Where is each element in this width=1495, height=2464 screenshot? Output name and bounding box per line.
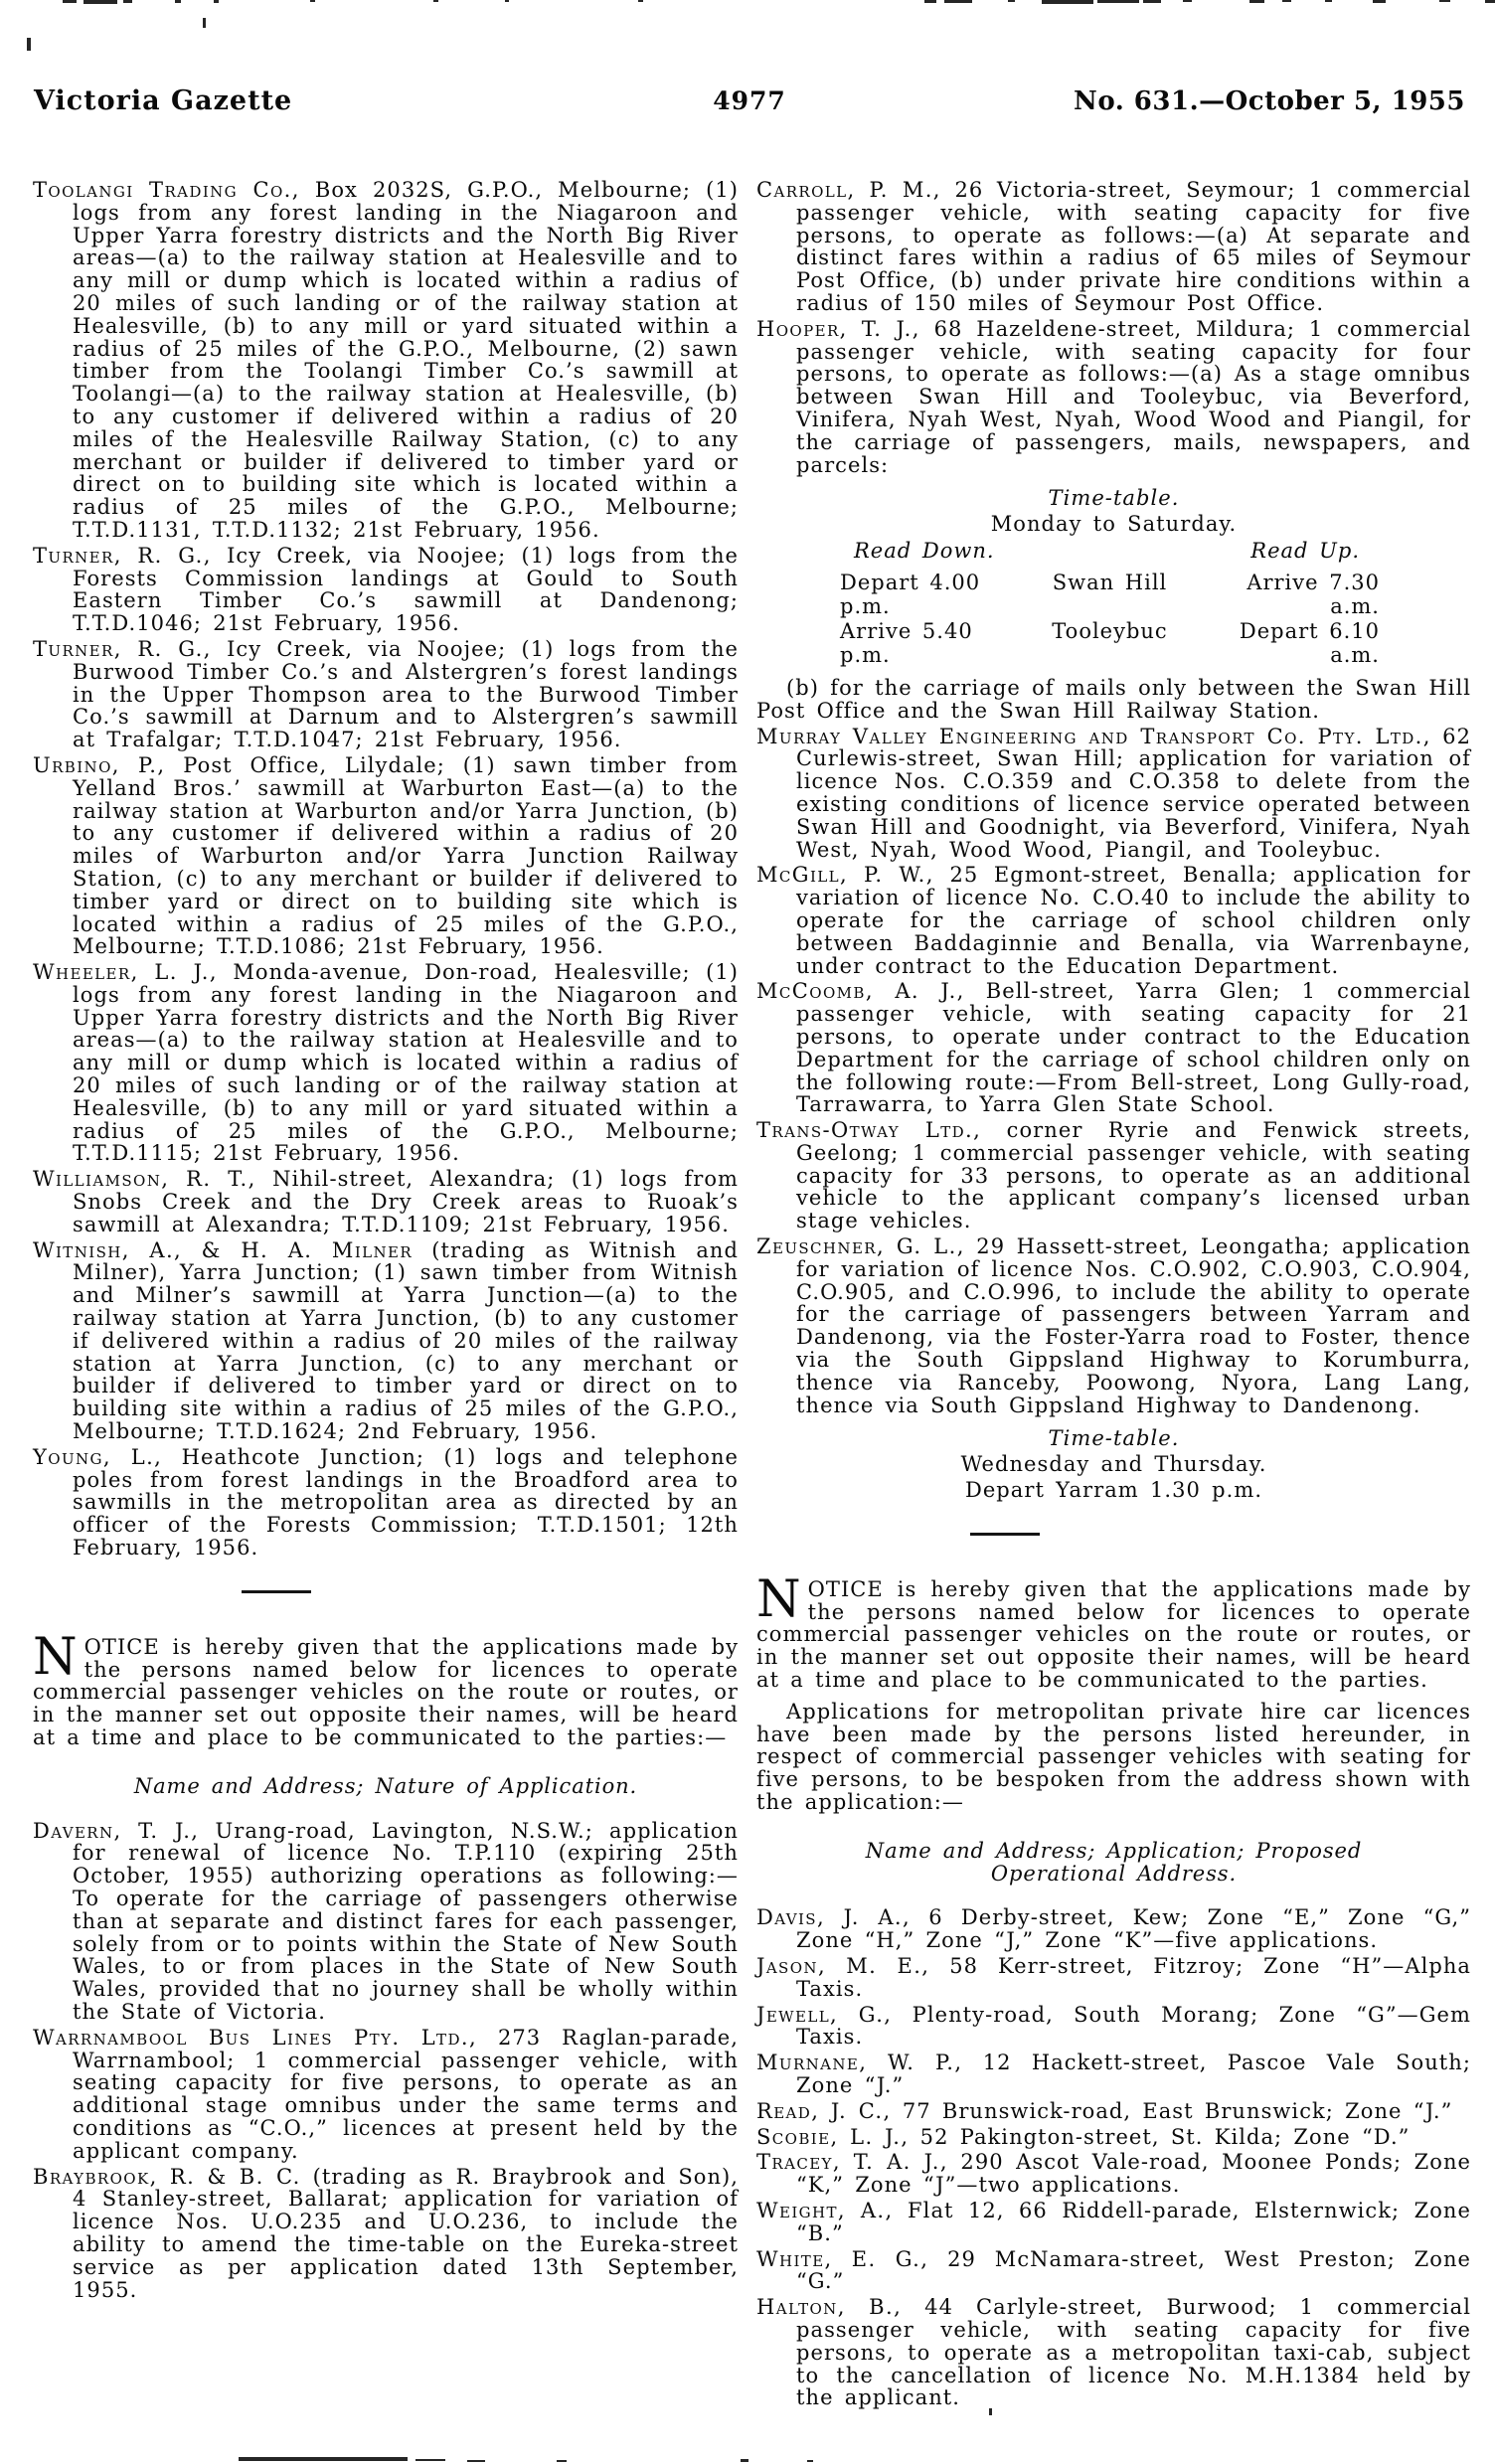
entry-name: Turner, R. G., — [33, 636, 212, 661]
timetable-header — [756, 539, 1471, 563]
timetable-title: Time-table. — [1048, 1426, 1180, 1451]
timetable-title: Time-table. — [1048, 486, 1180, 511]
entry-name: Jason, M. E., — [756, 1954, 930, 1978]
timetable-cell: Tooleybuc — [1052, 618, 1168, 643]
section-divider — [0, 1581, 629, 1600]
entry-name: White, E. G., — [756, 2246, 929, 2271]
gazette-entry: Williamson, R. T., Nihil-street, Alexandra; (1) logs from Snobs Creek and the Dry Creek areas to Ruoak’s sawmill at Alexandra; T.T.D.1109; 21st February, 1956. — [33, 1167, 739, 1236]
gazette-title: Victoria Gazette — [34, 85, 293, 116]
issue-number: No. 631.—October 5, 1955 — [1074, 86, 1465, 116]
right-column — [756, 179, 1471, 2412]
entry-name: Braybrook, R. & B. C. — [33, 2164, 301, 2189]
timetable-line: Wednesday and Thursday. — [960, 1452, 1267, 1477]
scan-artifact — [83, 0, 117, 4]
entry-name: Davern, T. J., — [33, 1818, 200, 1843]
scan-artifact — [239, 2457, 408, 2461]
entry-name: Warrnambool Bus Lines Pty. Ltd., — [33, 2025, 478, 2050]
gazette-entry: Turner, R. G., Icy Creek, via Noojee; (1) logs from the Burwood Timber Co.’s and Alstergren’s forest landings in the Upper Thompson area to the Burwood Timber Co.’s sawmill at Darnum and to Alstergren’s sawmill at Trafalgar; T.T.D.1047; 21st February, 1956. — [33, 636, 739, 752]
gazette-entry: McGill, P. W., 25 Egmont-street, Benalla; application for variation of licence No. C.O.40 to include the ability to operate for the carriage of school children only between Baddaginnie and Benalla, via Warrenbayne, under contract to the Education Department. — [756, 863, 1471, 978]
gazette-entry: White, E. G., 29 McNamara-street, West Preston; Zone “G.” — [756, 2246, 1472, 2294]
text-columns — [33, 179, 1471, 2412]
timetable-cell: Arrive 5.40 p.m. — [840, 618, 973, 668]
gazette-entry: Read, J. C., 77 Brunswick-road, East Brunswick; Zone “J.” — [756, 2098, 1453, 2123]
entry-name: Tracey, T. A. J., — [756, 2150, 948, 2175]
scan-artifact — [310, 0, 315, 2]
entry-name: Urbino, P., — [33, 752, 166, 777]
scan-artifact — [1042, 0, 1093, 4]
scan-artifact — [1249, 0, 1264, 3]
scan-artifact — [63, 0, 77, 3]
gazette-entry: Davern, T. J., Urang-road, Lavington, N.S.W.; application for renewal of licence No. T.P.110 (expiring 25th October, 1955) authorizing operations as following:— To operate for the carriage of passengers otherwise than at separate and distinct fares for each passenger, solely from or to points within the State of New South Wales, to or from places in the State of New South Wales, provided that no journey shall be wholly within the State of Victoria. — [33, 1818, 740, 2024]
gazette-entry: Toolangi Trading Co., Box 2032S, G.P.O., Melbourne; (1) logs from any forest landing in the Niagaroon and Upper Yarra forestry districts and the North Big River areas—(a) to the railway station at Healesville and to any mill or dump which is located within a radius of 20 miles of such landing or of the railway station at Healesville, (b) to any mill or yard situated within a radius of 25 miles of the G.P.O., Melbourne, (2) sawn timber from the Toolangi Timber Co.’s sawmill at Toolangi—(a) to the railway station at Healesville, (b) to any customer if delivered within a radius of 20 miles of the Healesville Railway Station, (c) to any merchant or builder if delivered to timber yard or direct on to building site which is located within a radius of 25 miles of the G.P.O., Melbourne; T.T.D.1131, T.T.D.1132; 21st February, 1956. — [33, 178, 739, 542]
scan-artifact — [557, 2460, 567, 2462]
gazette-entry: Murnane, W. P., 12 Hackett-street, Pascoe Vale South; Zone “J.” — [756, 2051, 1471, 2097]
entry-name: Read, J. C., — [756, 2098, 892, 2123]
gazette-entry: Scobie, L. J., 52 Pakington-street, St. Kilda; Zone “D.” — [756, 2124, 1411, 2149]
scan-artifact — [1325, 0, 1332, 2]
scan-artifact — [924, 0, 936, 3]
gazette-entry: Tracey, T. A. J., 290 Ascot Vale-road, Moonee Ponds; Zone “K,” Zone “J”—two applications. — [756, 2150, 1471, 2198]
scan-artifact — [433, 0, 438, 2]
scan-artifact — [1143, 0, 1161, 3]
scan-artifact — [807, 2460, 813, 2462]
entry-name: Murray Valley Engineering and Transport Co. Pty. Ltd., — [756, 724, 1431, 748]
gazette-entry: Carroll, P. M., 26 Victoria-street, Seymour; 1 commercial passenger vehicle, with seating capacity for five persons, to operate as follows:—(a) At separate and distinct fares within a radius of 65 miles of Seymour Post Office, (b) under private hire conditions within a radius of 150 miles of Seymour Post Office. — [756, 178, 1471, 315]
notice-paragraph: NOTICE is hereby given that the applications made by the persons named below for licences to operate commercial passenger vehicles on the route or routes, or in the manner set out opposite their names, will be heard at a time and place to be communicated to the parties. — [756, 1569, 1471, 1693]
scan-artifact — [1183, 0, 1192, 2]
scan-artifact — [944, 0, 972, 3]
page-number: 4977 — [713, 86, 786, 115]
gazette-entry: Turner, R. G., Icy Creek, via Noojee; (1) logs from the Forests Commission landings at Gould to South Eastern Timber Co.’s sawmill at Dandenong; T.T.D.1046; 21st February, 1956. — [33, 543, 739, 636]
section-heading: Name and Address; Nature of Application. — [133, 1773, 638, 1798]
timetable-cell: Depart 6.10 a.m. — [1239, 618, 1380, 668]
entry-name: McGill, P. W., — [756, 863, 934, 888]
scan-artifact — [123, 0, 132, 3]
entry-name: Hooper, T. J., — [756, 316, 920, 341]
scan-artifact — [1439, 0, 1450, 2]
entry-name: Murnane, W. P., — [756, 2051, 963, 2075]
gazette-entry: Hooper, T. J., 68 Hazeldene-street, Mildura; 1 commercial passenger vehicle, with seating capacity for four persons, to operate as follows:—(a) As a stage omnibus between Swan Hill and Tooleybuc, via Beverford, Vinifera, Nyah West, Nyah, Wood Wood and Piangil, for the carriage of passengers, mails, newspapers, and parcels: — [756, 316, 1471, 477]
scan-artifact — [989, 2408, 992, 2415]
gazette-entry: McCoomb, A. J., Bell-street, Yarra Glen; 1 commercial passenger vehicle, with seating capacity for 21 persons, to operate under contract to the Education Department for the carriage of school children only on the following route:—From Bell-street, Long Gully-road, Tarrawarra, to Yarra Glen State School. — [756, 979, 1472, 1117]
section-divider — [647, 1524, 1362, 1543]
gazette-entry: Davis, J. A., 6 Derby-street, Kew; Zone “E,” Zone “G,” Zone “H,” Zone “J,” Zone “K”—five applications. — [756, 1905, 1471, 1953]
scan-artifact — [27, 38, 31, 51]
notice-dropcap: N — [33, 1627, 78, 1687]
scan-artifact — [203, 18, 206, 28]
scan-artifact — [1097, 0, 1139, 3]
notice-paragraph: NOTICE is hereby given that the applications made by the persons named below for licences to operate commercial passenger vehicles on the route or routes, or in the manner set out opposite their names, will be heard at a time and place to be communicated to the parties:— — [33, 1627, 739, 1749]
gazette-entry: Weight, A., Flat 12, 66 Riddell-parade, Elsternwick; Zone “B.” — [756, 2198, 1471, 2245]
entry-name: Williamson, R. T., — [33, 1167, 256, 1192]
entry-name: Turner, R. G., — [33, 543, 212, 568]
timetable-cell: Depart 4.00 p.m. — [840, 570, 981, 619]
scan-artifact — [415, 2459, 445, 2461]
gazette-entry: Braybrook, R. & B. C. (trading as R. Braybrook and Son), 4 Stanley-street, Ballarat; application for variation of licence Nos. U.O.235 and U.O.236, to include the ability to amend the time-table on the Eureka-street service as per application dated 13th September, 1955. — [33, 2164, 739, 2302]
entry-name: Zeuschner, G. L., — [756, 1234, 965, 1259]
scan-artifact — [638, 0, 643, 2]
scan-artifact — [1282, 0, 1291, 2]
entry-name: Witnish, A., & H. A. Milner — [33, 1237, 414, 1262]
scan-artifact — [175, 0, 181, 3]
entry-name: McCoomb, A. J., — [756, 979, 965, 1004]
scan-artifact — [1008, 0, 1015, 2]
timetable-cell: Arrive 7.30 a.m. — [1246, 570, 1380, 619]
entry-name: Jewell, G., — [756, 2002, 893, 2027]
gazette-entry: Wheeler, L. J., Monda-avenue, Don-road, Healesville; (1) logs from any forest landing in the Niagaroon and Upper Yarra forestry districts and the North Big River areas—(a) to the railway station at Healesville and to any mill or dump which is located within a radius of 20 miles of such landing or of the railway station at Healesville, (b) to any mill or yard situated within a radius of 25 miles of the G.P.O., Melbourne; T.T.D.1115; 21st February, 1956. — [33, 960, 739, 1166]
entry-name: Scobie, L. J., — [756, 2124, 910, 2149]
entry-name: Davis, J. A., — [756, 1905, 912, 1930]
page-header — [34, 85, 1465, 116]
entry-name: Carroll, P. M., — [756, 178, 941, 202]
timetable — [756, 539, 1471, 668]
gazette-entry: Warrnambool Bus Lines Pty. Ltd., 273 Raglan-parade, Warrnambool; 1 commercial passenger vehicle, with seating capacity for five persons, to operate as an additional stage omnibus under the same terms and conditions as “C.O.,” licences at present held by the applicant company. — [33, 2025, 739, 2163]
gazette-entry: Zeuschner, G. L., 29 Hassett-street, Leongatha; application for variation of licence Nos. C.O.902, C.O.903, C.O.904, C.O.905, and C.O.996, to include the ability to operate for the carriage of passengers between Yarram and Dandenong, via the Foster-Yarra road to Foster, thence via the South Gippsland Highway to Korumburra, thence via Ranceby, Poowong, Nyora, Lang Lang, thence via South Gippsland Highway to Dandenong. — [756, 1234, 1471, 1417]
gazette-entry: Witnish, A., & H. A. Milner (trading as Witnish and Milner), Yarra Junction; (1) sawn timber from Witnish and Milner’s sawmill at Yarra Junction—(a) to the railway station at Yarra Junction, (b) to any customer if delivered within a radius of 20 miles of the railway station at Yarra Junction, (c) to any merchant or builder if delivered to timber yard or direct on to building site within a radius of 25 miles of the G.P.O., Melbourne; T.T.D.1624; 2nd February, 1956. — [33, 1237, 739, 1444]
left-column — [33, 179, 739, 2412]
entry-name: Halton, B., — [756, 2295, 903, 2320]
gazette-entry: Jason, M. E., 58 Kerr-street, Fitzroy; Zone “H”—Alpha Taxis. — [756, 1954, 1471, 2001]
timetable-line: Monday to Saturday. — [990, 512, 1238, 537]
timetable-cell: Swan Hill — [1052, 570, 1168, 594]
scan-artifact — [214, 0, 219, 3]
scan-artifact — [741, 2459, 748, 2462]
divider-rule — [242, 1590, 311, 1593]
gazette-entry: Jewell, G., Plenty-road, South Morang; Zone “G”—Gem Taxis. — [756, 2002, 1471, 2050]
gazette-entry: Young, L., Heathcote Junction; (1) logs and telephone poles from forest landings in the Broadford area to sawmills in the metropolitan area as directed by an officer of the Forests Commission; T.T.D.1501; 12th February, 1956. — [33, 1444, 739, 1561]
divider-rule — [970, 1533, 1040, 1536]
scan-artifact — [505, 0, 509, 2]
gazette-entry: Urbino, P., Post Office, Lilydale; (1) sawn timber from Yelland Bros.’ sawmill at Warburton East—(a) to the railway station at Warburton and/or Yarra Junction, (b) to any customer if delivered within a radius of 20 miles of Warburton and/or Yarra Junction Railway Station, (c) to any merchant or builder if delivered to timber yard or direct on to building site which is located within a radius of 25 miles of the G.P.O., Melbourne; T.T.D.1086; 21st February, 1956. — [33, 752, 740, 959]
entry-name: Trans-Otway Ltd., — [756, 1118, 982, 1143]
entry-name: Toolangi Trading Co., — [33, 178, 300, 202]
scan-artifact — [467, 2460, 485, 2462]
timetable-row — [756, 571, 1471, 619]
entry-name: Young, L., — [33, 1444, 163, 1469]
scan-artifact — [1373, 0, 1386, 3]
gazette-entry: Murray Valley Engineering and Transport Co. Pty. Ltd., 62 Curlewis-street, Swan Hill; application for variation of licence Nos. C.O.359 and C.O.358 to delete from the existing conditions of licence service operated between Swan Hill and Goodnight, via Beverford, Vinifera, Nyah West, Nyah, Wood Wood, Piangil, and Tooleybuc. — [756, 724, 1471, 862]
gazette-entry: Halton, B., 44 Carlyle-street, Burwood; 1 commercial passenger vehicle, with seating capacity for five persons, to operate as a metropolitan taxi-cab, subject to the cancellation of licence No. M.H.1384 held by the applicant. — [756, 2295, 1471, 2410]
timetable-row — [756, 619, 1471, 668]
body-paragraph: (b) for the carriage of mails only between the Swan Hill Post Office and the Swan Hill Railway Station. — [756, 675, 1471, 723]
entry-name: Weight, A., — [756, 2198, 894, 2222]
body-paragraph: Applications for metropolitan private hire car licences have been made by the persons listed hereunder, in respect of commercial passenger vehicles with seating for five persons, to be bespoken from the address shown with the application:— — [756, 1699, 1471, 1815]
scan-artifact — [1485, 0, 1495, 3]
timetable-read-up: Read Up. — [1250, 538, 1360, 563]
gazette-entry: Trans-Otway Ltd., corner Ryrie and Fenwick streets, Geelong; 1 commercial passenger vehicle, with seating capacity for 33 persons, to operate as an additional vehicle to the applicant company’s licensed urban stage vehicles. — [756, 1118, 1471, 1233]
timetable-line: Depart Yarram 1.30 p.m. — [964, 1478, 1263, 1503]
timetable-read-down: Read Down. — [854, 538, 995, 563]
section-heading: Name and Address; Application; Proposed Operational Address. — [865, 1838, 1363, 1886]
entry-name: Wheeler, L. J., — [33, 960, 218, 985]
notice-dropcap: N — [756, 1569, 801, 1629]
